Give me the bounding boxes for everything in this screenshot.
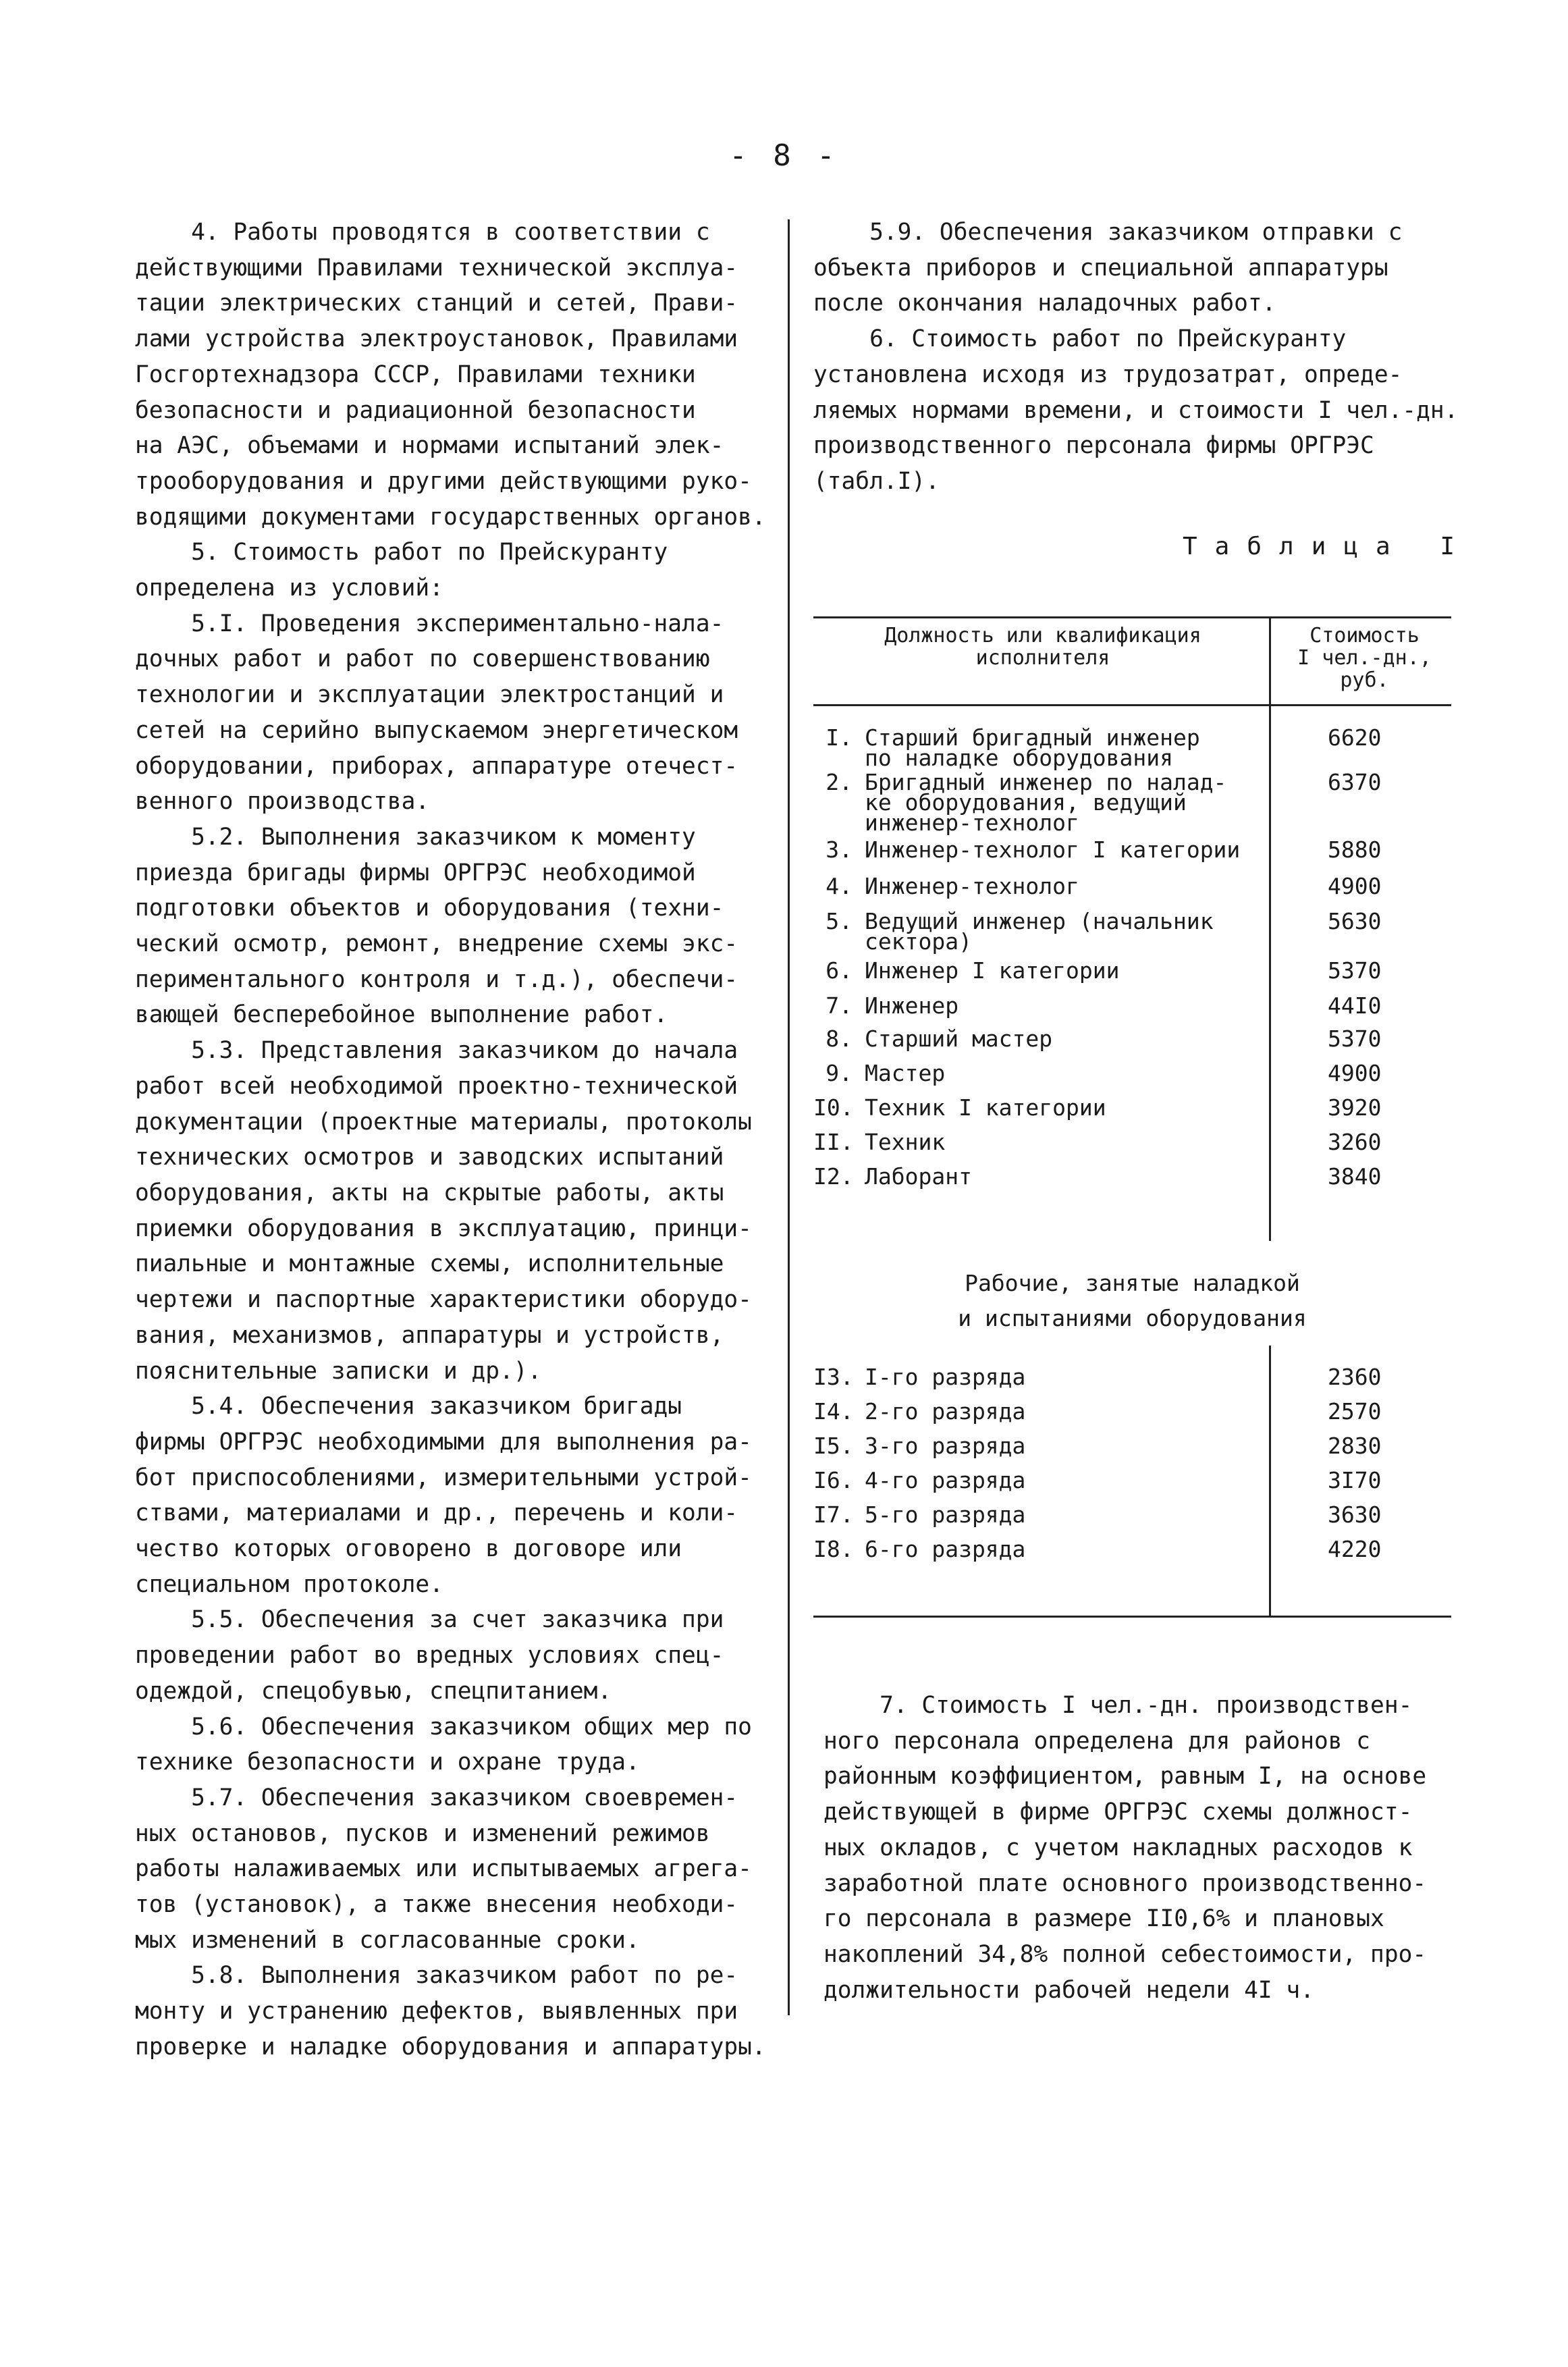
row-position [865,1163,1263,1190]
text-line: 5.6. Обеспечения заказчиком общих мер по [135,1713,752,1740]
text-line: на АЭС, объемами и нормами испытаний элек- [135,432,724,460]
text-line: тации электрических станций и сетей, Прави- [135,290,738,317]
text-line: ческий осмотр, ремонт, внедрение схемы экс- [135,930,738,958]
row-cost: 3I70 [1328,1467,1382,1493]
row-position-line: Инженер I категории [865,957,1120,984]
text-line: технике безопасности и охране труда. [135,1749,640,1776]
text-line: (табл.I). [813,467,940,495]
text-line: действующими Правилами технической эксплуа- [135,254,738,282]
row-position [865,836,1263,863]
text-line: проверке и наладке оборудования и аппаратуры. [135,2033,766,2060]
row-cost: 5370 [1328,1026,1382,1052]
text-line: I чел.-дн., [1297,646,1432,670]
table-title: Таблица I [1183,533,1473,560]
text-line: ляемых нормами времени, и стоимости I чел.-дн. [813,396,1459,424]
row-cost: 4900 [1328,873,1382,899]
text-line: заработной плате основного производственно- [823,1869,1427,1897]
header-cost [1278,624,1451,691]
row-position: 3-го разряда [865,1433,1026,1459]
text-line: 5.8. Выполнения заказчиком работ по ре- [135,1962,738,1990]
text-line: ных окладов, с учетом накладных расходов к [823,1834,1413,1861]
text-line: приезда бригады фирмы ОРГРЭС необходимой [135,859,696,886]
row-position-line: Техник I категории [865,1094,1106,1121]
row-cost: 5880 [1328,836,1382,863]
text-line: 5.I. Проведения экспериментально-нала- [135,610,724,637]
text-line: документации (проектные материалы, протоколы [135,1108,752,1136]
text-line: действующей в фирме ОРГРЭС схемы должност- [823,1799,1413,1826]
row-cost: 4900 [1328,1060,1382,1086]
row-cost: 4220 [1328,1536,1382,1562]
paragraph-7 [823,1688,1426,2008]
text-line: 5.5. Обеспечения за счет заказчика при [135,1606,724,1634]
row-position: 5-го разряда [865,1501,1026,1528]
row-position: I-го разряда [865,1364,1026,1390]
row-position [865,1094,1263,1121]
page-number: - 8 - [729,138,839,173]
text-line: 4. Работы проводятся в соответствии с [135,219,710,246]
text-line: монту и устранению дефектов, выявленных при [135,1998,738,2025]
row-position-line: Инженер-технолог [865,873,1079,899]
text-line: 5.4. Обеспечения заказчиком бригады [135,1393,682,1420]
row-position-line: Техник [865,1129,946,1155]
row-number: 4. [826,873,853,899]
rates-table [813,616,1451,1616]
text-line: ного персонала определена для районов с [823,1727,1371,1755]
row-number: I7. [813,1501,854,1528]
text-line: 5.7. Обеспечения заказчиком своевремен- [135,1784,738,1811]
row-position-line: ке оборудования, ведущий [865,789,1187,816]
text-line: трооборудования и другими действующими руко- [135,467,752,495]
text-line: периментального контроля и т.д.), обеспечи- [135,965,738,993]
row-number: I8. [813,1536,854,1562]
text-line: 5.2. Выполнения заказчиком к моменту [135,823,696,851]
text-line: определена из условий: [135,575,443,602]
row-position-line: Старший бригадный инженер [865,724,1200,751]
row-number: 3. [826,836,853,863]
row-number: I5. [813,1433,854,1459]
row-position-line: Лаборант [865,1163,972,1190]
table-column-rule [1269,1346,1271,1617]
row-position-line: Ведущий инженер (начальник [865,908,1214,934]
text-line: 7. Стоимость I чел.-дн. производствен- [823,1692,1413,1719]
text-line: подготовки объектов и оборудования (техни- [135,895,724,922]
row-number: 6. [826,957,853,984]
row-position [865,1129,1263,1155]
text-line: чество которых оговорено в договоре или [135,1535,682,1563]
row-cost: 3840 [1328,1163,1382,1190]
text-line: 5.3. Представления заказчиком до начала [135,1037,738,1065]
row-number: I4. [813,1398,854,1425]
text-line: мых изменений в согласованные сроки. [135,1926,640,1954]
right-column-text [813,215,1458,500]
row-cost: 5630 [1328,908,1382,934]
row-number: 8. [826,1026,853,1052]
text-line: безопасности и радиационной безопасности [135,396,696,424]
row-position: 4-го разряда [865,1467,1026,1493]
text-line: вающей бесперебойное выполнение работ. [135,1001,668,1029]
row-position-line: по наладке оборудования [865,745,1173,771]
text-line: установлена исходя из трудозатрат, опреде- [813,361,1403,388]
row-cost: 2830 [1328,1433,1382,1459]
table-top-rule [813,616,1451,618]
text-line: технических осмотров и заводских испытаний [135,1144,724,1171]
text-line: накоплений 34,8% полной себестоимости, про- [823,1940,1427,1968]
subheading-line: и испытаниями оборудования [958,1305,1307,1331]
row-position-line: Бригадный инженер по налад- [865,769,1227,795]
text-line: проведении работ во вредных условиях спец- [135,1642,724,1670]
text-line: 5. Стоимость работ по Прейскуранту [135,539,668,566]
text-line: оборудовании, приборах, аппаратуре отечест- [135,752,738,780]
row-cost: 5370 [1328,957,1382,984]
row-position [865,908,1263,955]
row-number: 5. [826,908,853,934]
row-cost: 6620 [1328,724,1382,751]
row-position [865,769,1263,836]
text-line: после окончания наладочных работ. [813,290,1276,317]
text-line: водящими документами государственных органов. [135,503,766,531]
text-line: ных остановов, пусков и изменений режимов [135,1819,710,1847]
text-line: пояснительные записки и др.). [135,1357,542,1385]
text-line: ствами, материалами и др., перечень и коли- [135,1499,738,1527]
row-position-line: Старший мастер [865,1026,1053,1052]
text-line: работ всей необходимой проектно-технической [135,1072,738,1100]
row-position: 2-го разряда [865,1398,1026,1425]
row-cost: 6370 [1328,769,1382,795]
text-line: бот приспособлениями, измерительными устрой- [135,1464,752,1491]
text-line: приемки оборудования в эксплуатацию, принци- [135,1215,752,1242]
column-divider [788,219,790,2015]
row-number: II. [813,1129,854,1155]
text-line: чертежи и паспортные характеристики оборудо- [135,1286,752,1314]
text-line: пиальные и монтажные схемы, исполнительные [135,1250,724,1278]
row-position [865,992,1263,1019]
text-line: специальном протоколе. [135,1570,443,1598]
text-line: районным коэффициентом, равным I, на основе [823,1763,1427,1790]
text-line: 5.9. Обеспечения заказчиком отправки с [813,219,1403,246]
text-line: руб. [1340,668,1389,692]
text-line: дочных работ и работ по совершенствованию [135,645,710,673]
row-position-line: Инженер [865,992,959,1019]
text-line: работы налаживаемых или испытываемых агрега- [135,1855,752,1883]
text-line: объекта приборов и специальной аппаратуры [813,254,1388,282]
row-number: 9. [826,1060,853,1086]
text-line: технологии и эксплуатации электростанций и [135,681,724,709]
text-line: Стоимость [1309,624,1420,647]
row-number: I2. [813,1163,854,1190]
row-position [865,957,1263,984]
left-column-text [135,215,766,2065]
row-position-line: инженер-технолог [865,809,1079,836]
subheading-line: Рабочие, занятые наладкой [965,1270,1300,1296]
text-line: одеждой, спецобувью, спецпитанием. [135,1677,612,1705]
text-line: вания, механизмов, аппаратуры и устройств, [135,1321,724,1349]
row-cost: 3260 [1328,1129,1382,1155]
row-number: I. [826,724,853,751]
row-position-line: Инженер-технолог I категории [865,836,1241,863]
row-cost: 44I0 [1328,992,1382,1019]
row-number: 2. [826,769,853,795]
text-line: Должность или квалификация [884,624,1201,647]
row-cost: 2360 [1328,1364,1382,1390]
text-line: оборудования, акты на скрытые работы, акты [135,1179,724,1206]
row-cost: 3630 [1328,1501,1382,1528]
row-number: I0. [813,1094,854,1121]
text-line: сетей на серийно выпускаемом энергетическом [135,716,738,744]
text-line: го персонала в размере II0,6% и плановых [823,1905,1384,1933]
text-line: фирмы ОРГРЭС необходимыми для выполнения ра- [135,1428,752,1456]
table-header-rule [813,704,1451,706]
row-number: I6. [813,1467,854,1493]
text-line: тов (установок), а также внесения необходи- [135,1891,738,1919]
row-position [865,1060,1263,1086]
text-line: Госгортехнадзора СССР, Правилами техники [135,361,696,388]
row-position [865,1026,1263,1052]
text-line: лами устройства электроустановок, Правилами [135,325,738,353]
text-line: венного производства. [135,788,430,816]
text-line: 6. Стоимость работ по Прейскуранту [813,325,1347,353]
text-line: должительности рабочей недели 4I ч. [823,1976,1314,2004]
row-number: I3. [813,1364,854,1390]
row-position [865,873,1263,899]
row-cost: 3920 [1328,1094,1382,1121]
row-position: 6-го разряда [865,1536,1026,1562]
row-position [865,724,1263,771]
row-cost: 2570 [1328,1398,1382,1425]
row-position-line: Мастер [865,1060,946,1086]
workers-subheading [813,1266,1451,1336]
row-position-line: сектора) [865,928,972,955]
text-line: исполнителя [975,646,1110,670]
table-bottom-rule [813,1616,1451,1618]
table-column-rule [1269,616,1271,1241]
text-line: производственного персонала фирмы ОРГРЭС [813,432,1374,460]
header-position [827,624,1259,669]
row-number: 7. [826,992,853,1019]
